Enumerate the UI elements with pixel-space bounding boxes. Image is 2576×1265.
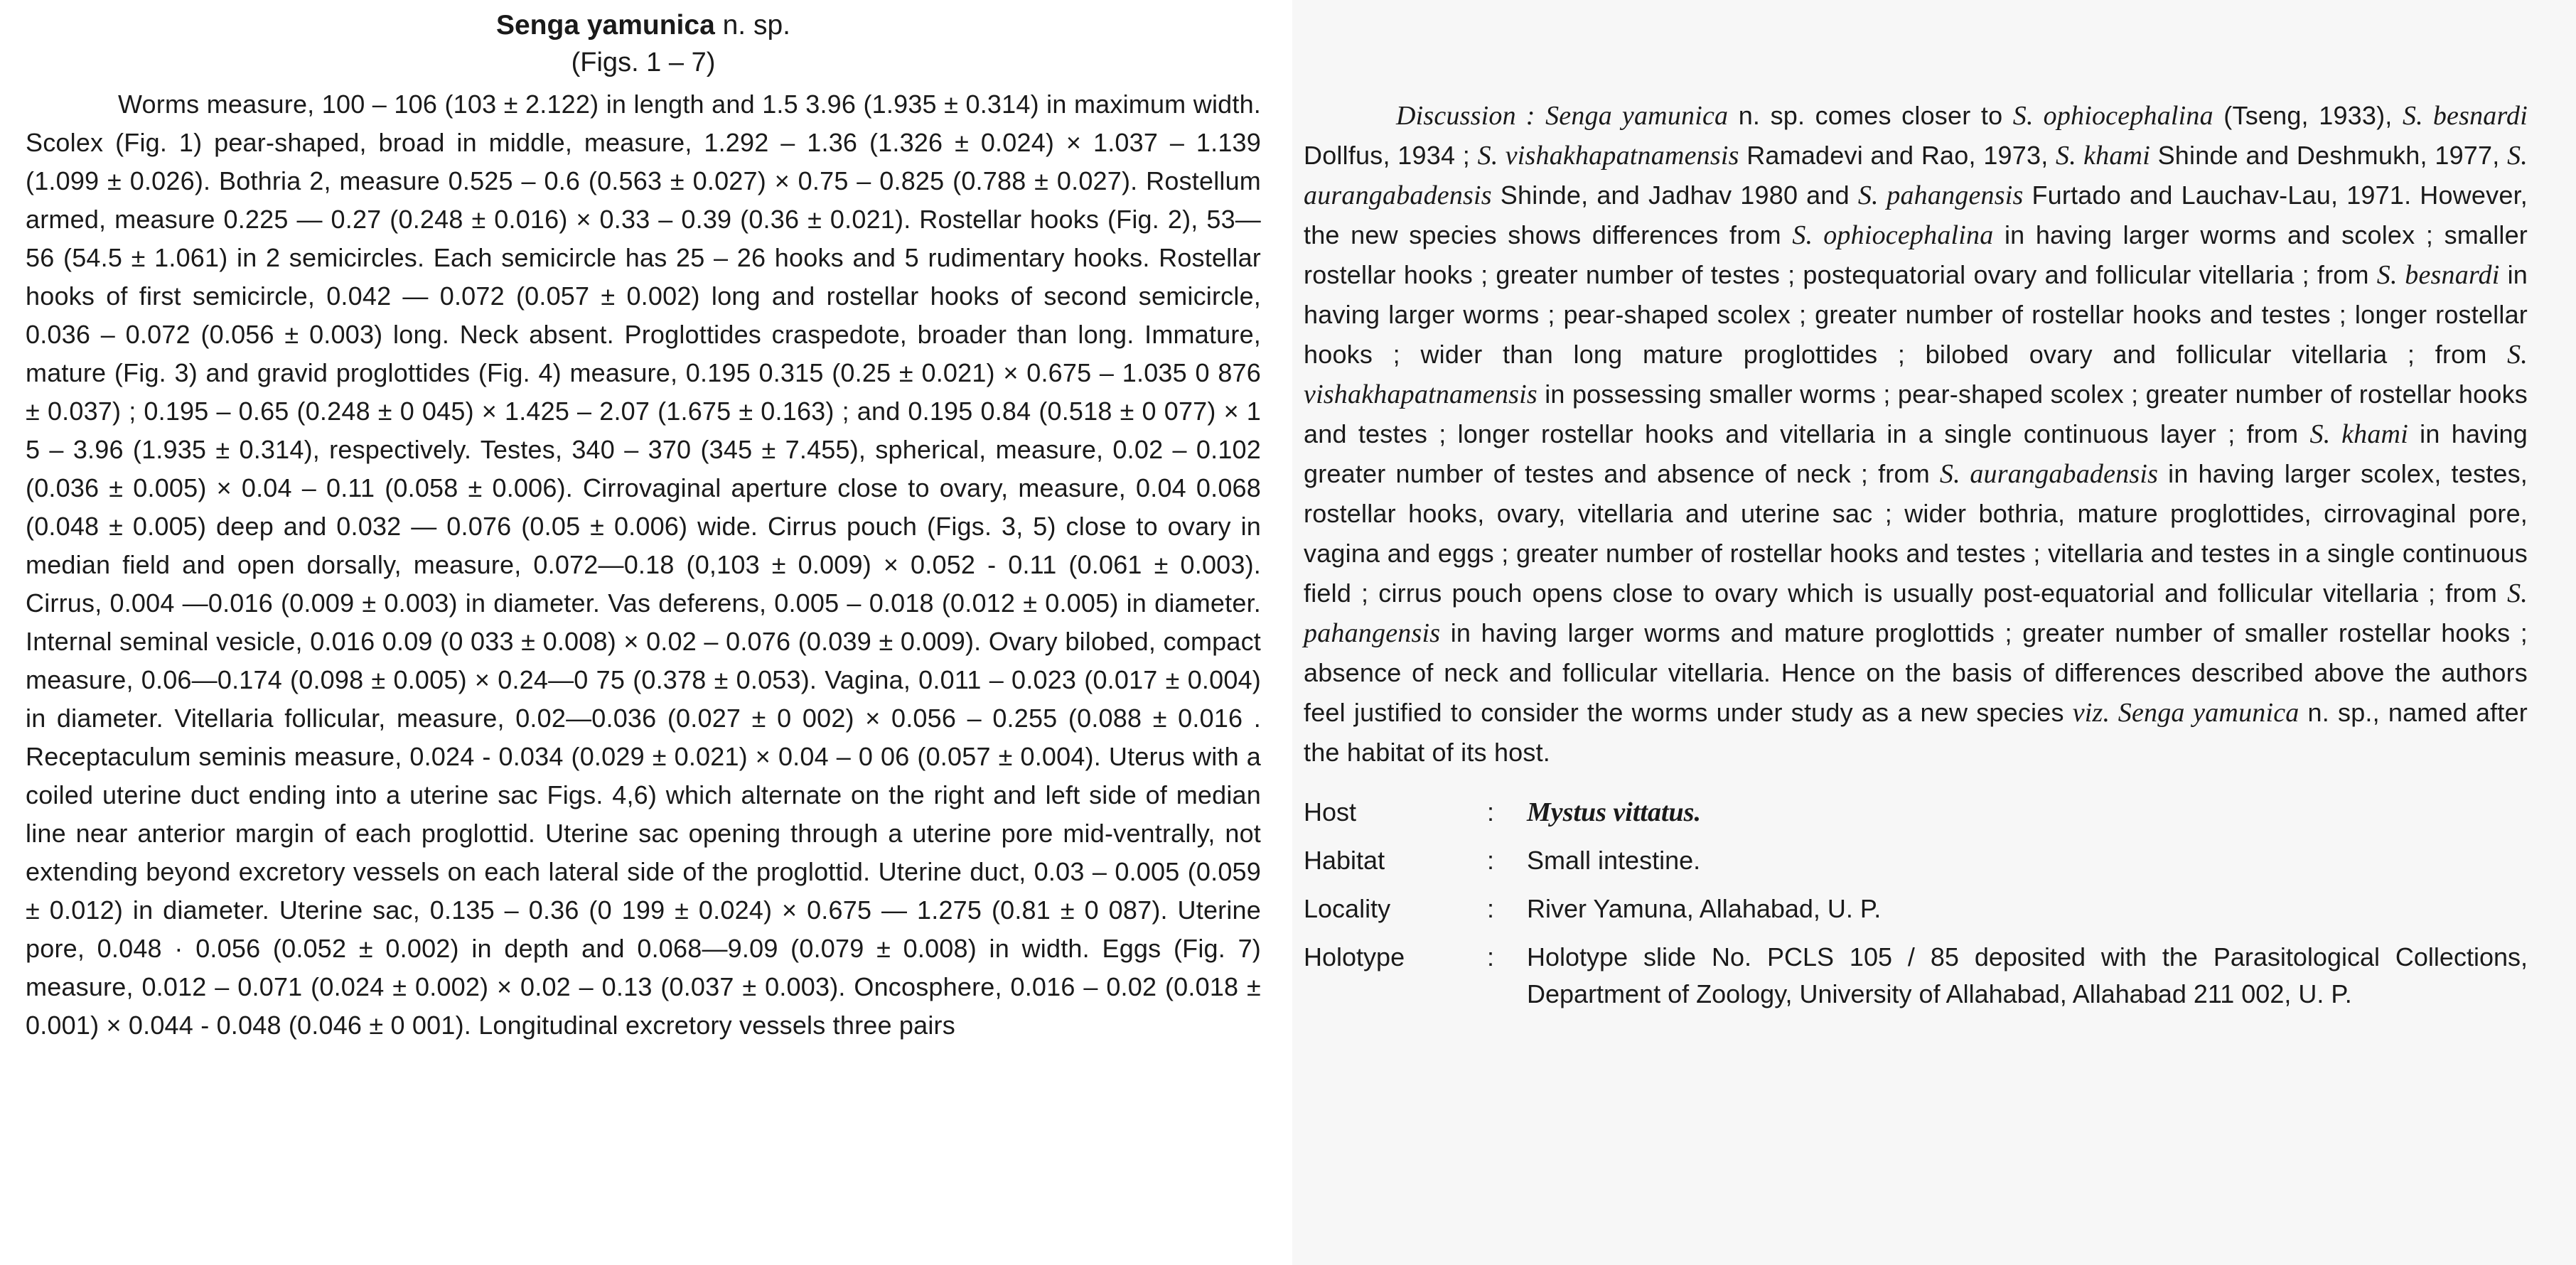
meta-value-host: Mystus vittatus. xyxy=(1527,797,1701,827)
italic-term: Senga yamunica xyxy=(1545,101,1729,131)
italic-term: S. besnardi xyxy=(2402,101,2528,131)
discussion-text: in having larger worms and scolex ; smaller rostellar hooks ; greater number of testes ; postequatorial ovary and follicular vitellaria ; from xyxy=(1304,220,2528,289)
meta-value-habitat: Small intestine. xyxy=(1527,846,1701,875)
discussion-text: in having larger worms and mature proglottids ; greater number of smaller rostellar hooks ; absence of neck and follicular vitellaria. Hence on the basis of differences described above the authors feel justified to consider the worms under study as a new species xyxy=(1304,618,2528,727)
discussion-text: Ramadevi and Rao, 1973, xyxy=(1739,141,2056,170)
meta-separator: : xyxy=(1487,894,1495,923)
discussion-text: in possessing smaller worms ; pear-shaped scolex ; greater number of rostellar hooks and testes ; longer rostellar hooks and vitellaria in a single continuous layer ; from xyxy=(1304,380,2528,448)
italic-term: viz. Senga yamunica xyxy=(2072,698,2299,728)
meta-label: Habitat xyxy=(1304,846,1385,875)
meta-separator: : xyxy=(1487,846,1495,875)
italic-term: S. vishakhapatnamensis xyxy=(1304,340,2528,409)
italic-term: S. pahangensis xyxy=(1304,578,2528,648)
species-title xyxy=(26,7,1261,44)
species-suffix: n. sp. xyxy=(714,10,791,41)
meta-separator: : xyxy=(1487,797,1495,827)
discussion-text: Shinde, and Jadhav 1980 and xyxy=(1491,181,1858,210)
discussion-text: in having greater number of testes and absence of neck ; from xyxy=(1304,419,2528,488)
italic-term: S. pahangensis xyxy=(1857,181,2024,210)
meta-label: Host xyxy=(1304,797,1357,827)
discussion-text: n. sp., named after the habitat of its host. xyxy=(1304,698,2528,767)
italic-term: S. besnardi xyxy=(2376,260,2500,290)
italic-term: S. khami xyxy=(2309,419,2408,449)
italic-term: S. ophiocephalina xyxy=(1792,220,1994,250)
discussion-text: n. sp. comes closer to xyxy=(1728,101,2013,130)
italic-term: S. aurangabadensis xyxy=(1304,141,2528,210)
figures-reference: (Figs. 1 – 7) xyxy=(571,48,716,77)
italic-term: S. khami xyxy=(2056,141,2150,171)
italic-term: S. ophiocephalina xyxy=(2012,101,2213,131)
discussion-text: in having larger worms ; pear-shaped scolex ; greater number of rostellar hooks and testes ; longer rostellar hooks ; wider than long mature proglottides ; bilobed ovary and follicular vitellaria ; from xyxy=(1304,260,2528,369)
meta-row-holotype xyxy=(1304,939,2528,1024)
italic-term: Discussion : xyxy=(1396,101,1535,131)
meta-row-host xyxy=(1304,794,2528,842)
discussion-text: (Tseng, 1933), xyxy=(2213,101,2403,130)
meta-value-locality: River Yamuna, Allahabad, U. P. xyxy=(1527,894,1882,923)
left-column xyxy=(26,7,1261,1045)
meta-separator: : xyxy=(1487,942,1495,971)
discussion-paragraph xyxy=(1304,96,2528,773)
meta-row-habitat xyxy=(1304,842,2528,890)
species-name: Senga yamunica xyxy=(495,10,715,41)
discussion-text: Shinde and Deshmukh, 1977, xyxy=(2150,141,2508,170)
discussion-text: in having larger scolex, testes, rostellar hooks, ovary, vitellaria and uterine sac ; wider bothria, mature proglottides, cirrovaginal pore, vagina and eggs ; greater number of rostellar hooks and testes ; vitellaria and testes in a single continuous field ; cirrus pouch opens close to ovary which is usually post-equatorial and follicular vitellaria ; from xyxy=(1304,459,2528,608)
specimen-metadata xyxy=(1304,794,2528,1024)
discussion-text: Dollfus, 1934 ; xyxy=(1304,141,1478,170)
meta-row-locality xyxy=(1304,890,2528,939)
species-description: Worms measure, 100 – 106 (103 ± 2.122) in length and 1.5 3.96 (1.935 ± 0.314) in maximum width. Scolex (Fig. 1) pear-shaped, broad in middle, measure, 1.292 – 1.36 (1.326 ± 0.024) × 1.037 – 1.139 (1.099 ± 0.026). Bothria 2, measure 0.525 – 0.6 (0.563 ± 0.027) × 0.75 – 0.825 (0.788 ± 0.027). Rostellum armed, measure 0.225 — 0.27 (0.248 ± 0.016) × 0.33 – 0.39 (0.36 ± 0.021). Rostellar hooks (Fig. 2), 53—56 (54.5 ± 1.061) in 2 semicircles. Each semicircle has 25 – 26 hooks and 5 rudimentary hooks. Rostellar hooks of first semicircle, 0.042 — 0.072 (0.057 ± 0.002) long and rostellar hooks of second semicircle, 0.036 – 0.072 (0.056 ± 0.003) long. Neck absent. Proglottides craspedote, broader than long. Immature, mature (Fig. 3) and gravid proglottides (Fig. 4) measure, 0.195 0.315 (0.25 ± 0.021) × 0.675 – 1.035 0 876 ± 0.037) ; 0.195 – 0.65 (0.248 ± 0 045) × 1.425 – 2.07 (1.675 ± 0.163) ; and 0.195 0.84 (0.518 ± 0 077) × 1 5 – 3.96 (1.935 ± 0.314), respectively. Testes, 340 – 370 (345 ± 7.455), spherical, measure, 0.02 – 0.102 (0.036 ± 0.005) × 0.04 – 0.11 (0.058 ± 0.006). Cirrovaginal aperture close to ovary, measure, 0.04 0.068 (0.048 ± 0.005) deep and 0.032 — 0.076 (0.05 ± 0.006) wide. Cirrus pouch (Figs. 3, 5) close to ovary in median field and open dorsally, measure, 0.072—0.18 (0,103 ± 0.009) × 0.052 - 0.11 (0.061 ± 0.003). Cirrus, 0.004 —0.016 (0.009 ± 0.003) in diameter. Vas deferens, 0.005 – 0.018 (0.012 ± 0.005) in diameter. Internal seminal vesicle, 0.016 0.09 (0 033 ± 0.008) × 0.02 – 0.076 (0.039 ± 0.009). Ovary bilobed, compact measure, 0.06—0.174 (0.098 ± 0.005) × 0.24—0 75 (0.378 ± 0.053). Vagina, 0.011 – 0.023 (0.017 ± 0.004) in diameter. Vitellaria follicular, measure, 0.02—0.036 (0.027 ± 0 002) × 0.056 – 0.255 (0.088 ± 0.016 . Receptaculum seminis measure, 0.024 - 0.034 (0.029 ± 0.021) × 0.04 – 0 06 (0.057 ± 0.004). Uterus with a coiled uterine duct ending into a uterine sac Figs. 4,6) which alternate on the right and left side of median line near anterior margin of each proglottid. Uterine sac opening through a uterine pore mid-ventrally, not extending beyond excretory vessels on each lateral side of the proglottid. Uterine duct, 0.03 – 0.005 (0.059 ± 0.012) in diameter. Uterine sac, 0.135 – 0.36 (0 199 ± 0.024) × 0.675 — 1.275 (0.81 ± 0 087). Uterine pore, 0.048 · 0.056 (0.052 ± 0.002) in depth and 0.068—9.09 (0.079 ± 0.008) in width. Eggs (Fig. 7) measure, 0.012 – 0.071 (0.024 ± 0.002) × 0.02 – 0.13 (0.037 ± 0.003). Oncosphere, 0.016 – 0.02 (0.018 ± 0.001) × 0.044 - 0.048 (0.046 ± 0 001). Longitudinal excretory vessels three pairs xyxy=(26,90,1261,1040)
right-column xyxy=(1304,96,2528,1024)
meta-label: Locality xyxy=(1304,894,1391,923)
discussion-text xyxy=(1535,101,1545,130)
italic-term: S. vishakhapatnamensis xyxy=(1477,141,1739,171)
italic-term: S. aurangabadensis xyxy=(1939,459,2159,489)
meta-label: Holotype xyxy=(1304,942,1405,971)
discussion-text: Furtado and Lauchav-Lau, 1971. However, the new species shows differences from xyxy=(1304,181,2528,249)
meta-value-holotype: Holotype slide No. PCLS 105 / 85 deposited with the Parasitological Collections, Department of Zoology, University of Allahabad, Allahabad 211 002, U. P. xyxy=(1527,942,2528,1008)
